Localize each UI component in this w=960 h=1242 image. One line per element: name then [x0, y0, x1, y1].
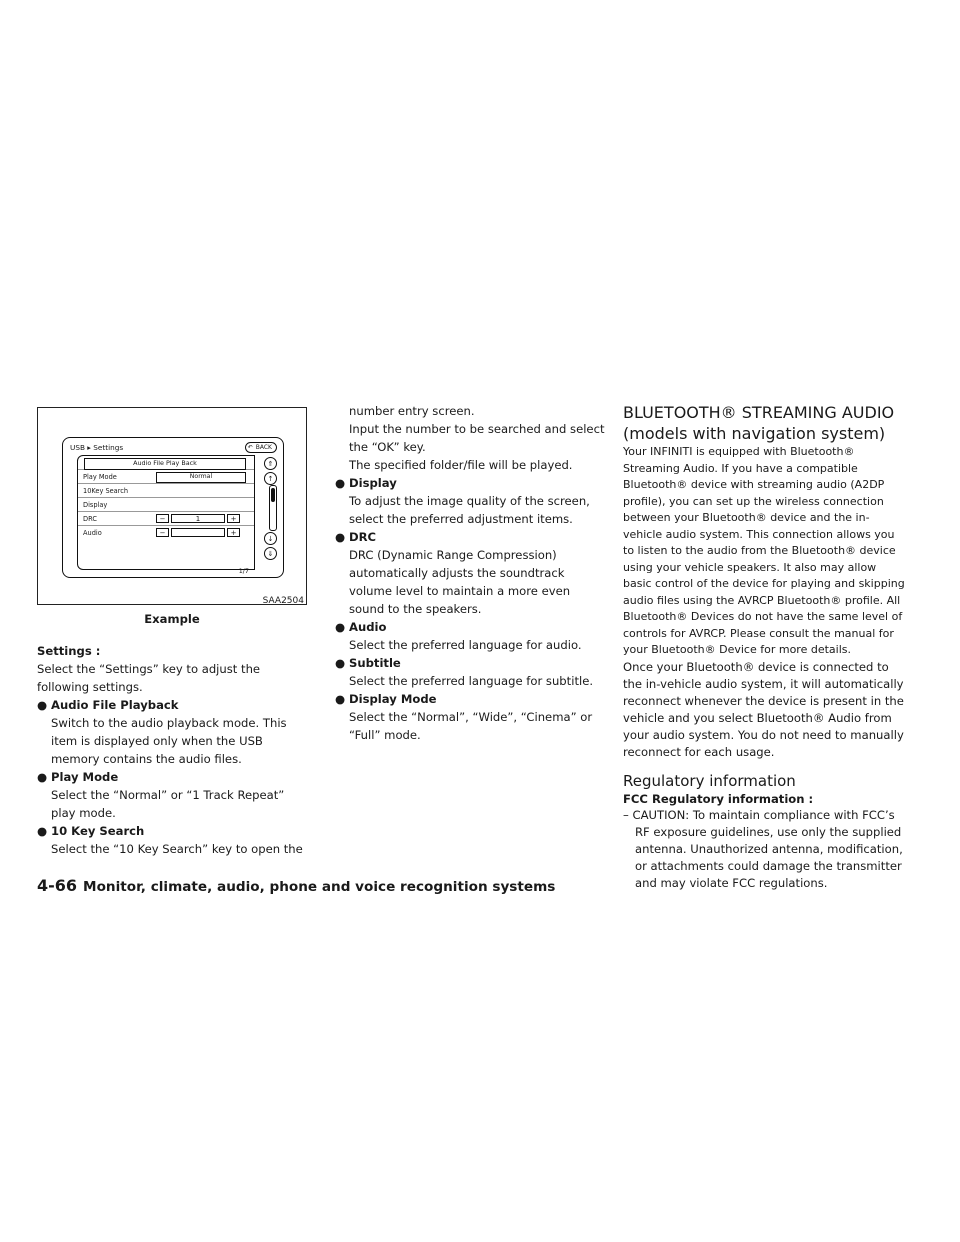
bullet-text: Switch to the audio playback mode. This item is displayed only when the USB memory contains the audio files.: [51, 716, 287, 766]
figure-caption: Example: [144, 612, 200, 626]
caution-text: – CAUTION: To maintain compliance with FCC’s RF exposure guidelines, use only the supplied antenna. Unauthorized antenna, modification, or attachments could damage the transmitter and may violate FCC regulations.: [623, 808, 903, 890]
bullet-title-text: Display Mode: [349, 692, 437, 706]
bullet-text: To adjust the image quality of the screen, select the preferred adjustment items.: [349, 494, 590, 526]
bullet-title-text: Play Mode: [51, 770, 119, 784]
up-arrow-icon: ⇑: [264, 457, 277, 470]
bullet-title-text: 10 Key Search: [51, 824, 145, 838]
bullet-icon: ●: [335, 530, 346, 544]
page-footer: [37, 876, 555, 895]
settings-list: [77, 455, 255, 570]
continued-text: Input the number to be searched and select the “OK” key.: [349, 422, 605, 454]
figure-frame: [37, 407, 307, 605]
bullet-title: [37, 696, 307, 714]
section-title: Monitor, climate, audio, phone and voice recognition systems: [83, 879, 556, 895]
column-2: [335, 402, 605, 744]
back-label: BACK: [255, 444, 272, 451]
minus-icon: −: [156, 528, 169, 537]
bullet-text: Select the “Normal”, “Wide”, “Cinema” or “Full” mode.: [349, 710, 593, 742]
bullet-icon: ●: [335, 656, 346, 670]
list-item: [78, 526, 254, 540]
section-heading: Regulatory information: [623, 771, 796, 790]
bullet-title: [37, 822, 307, 840]
bullet-icon: ●: [37, 824, 48, 838]
row-label: DRC: [83, 515, 97, 523]
bullet-title-text: Audio File Playback: [51, 698, 179, 712]
continued-text: The specified folder/file will be played.: [349, 458, 573, 472]
scrollbar: [269, 485, 277, 531]
settings-heading: Settings :: [37, 644, 101, 658]
bullet-title: [335, 690, 605, 708]
bullet-title: [335, 618, 605, 636]
list-header-row: [78, 456, 254, 470]
settings-screen: [62, 437, 284, 578]
bullet-icon: ●: [37, 770, 48, 784]
down-arrow-icon: ↓: [264, 532, 277, 545]
bullet-title-text: DRC: [349, 530, 377, 544]
page-number: 4-66: [37, 876, 78, 895]
bullet-icon: ●: [37, 698, 48, 712]
screen-title: USB ▸ Settings: [70, 443, 124, 452]
page-indicator: 1/7: [238, 567, 249, 575]
list-item: [78, 498, 254, 512]
scroll-thumb: [271, 488, 275, 502]
down-arrow-icon: ⇓: [264, 547, 277, 560]
back-arrow-icon: ↶: [247, 444, 253, 451]
section-heading: BLUETOOTH® STREAMING AUDIO (models with navigation system): [623, 403, 895, 443]
bullet-icon: ●: [335, 692, 346, 706]
bullet-title: [335, 474, 605, 492]
bluetooth-paragraph: Your INFINITI is equipped with Bluetooth® Streaming Audio. If you have a compatible Bluetooth® device with streaming audio (A2DP profile), you can set up the wireless connection between your Bluetooth® device and the in-vehicle audio system. This connection allows you to listen to the audio from the Bluetooth® device using your vehicle speakers. It also may allow basic control of the device for playing and skipping audio files using the AVRCP Bluetooth® profile. All Bluetooth® Devices do not have the same level of controls for AVRCP. Please consult the manual for your Bluetooth® Device for more details.: [623, 445, 905, 656]
continued-text: number entry screen.: [349, 404, 475, 418]
bullet-title: [335, 654, 605, 672]
list-item: [78, 470, 254, 484]
list-item: [78, 512, 254, 526]
bullet-title: [335, 528, 605, 546]
bullet-icon: ●: [335, 476, 346, 490]
play-mode-value: Normal: [156, 472, 246, 483]
bullet-title-text: Subtitle: [349, 656, 401, 670]
column-1: [37, 642, 307, 858]
plus-icon: +: [227, 528, 240, 537]
bullet-text: Select the preferred language for audio.: [349, 638, 582, 652]
fcc-heading: FCC Regulatory information :: [623, 791, 814, 806]
row-label: 10Key Search: [83, 487, 129, 495]
back-button: [245, 442, 277, 453]
bullet-title-text: Audio: [349, 620, 387, 634]
figure-code: SAA2504: [262, 596, 304, 606]
column-3: [623, 402, 905, 892]
bullet-icon: ●: [335, 620, 346, 634]
audio-value: [171, 528, 225, 537]
row-label: Play Mode: [83, 473, 117, 481]
up-arrow-icon: ↑: [264, 472, 277, 485]
plus-icon: +: [227, 514, 240, 523]
row-label: Display: [83, 501, 108, 509]
bullet-text: Select the “10 Key Search” key to open the: [51, 842, 303, 856]
bullet-text: Select the “Normal” or “1 Track Repeat” play mode.: [51, 788, 285, 820]
row-label: Audio: [83, 529, 102, 537]
header-row-box: Audio File Play Back: [84, 458, 246, 470]
settings-intro: Select the “Settings” key to adjust the following settings.: [37, 662, 261, 694]
bullet-text: Select the preferred language for subtitle.: [349, 674, 594, 688]
list-item: [78, 484, 254, 498]
bullet-title: [37, 768, 307, 786]
bluetooth-paragraph: Once your Bluetooth® device is connected to the in-vehicle audio system, it will automatically reconnect whenever the device is present in the vehicle and you select Bluetooth® Audio from your audio system. You do not need to manually reconnect for each usage.: [623, 659, 904, 759]
drc-value: 1: [171, 514, 225, 523]
bullet-text: DRC (Dynamic Range Compression) automatically adjusts the soundtrack volume level to maintain a more even sound to the speakers.: [349, 548, 571, 616]
minus-icon: −: [156, 514, 169, 523]
bullet-title-text: Display: [349, 476, 397, 490]
